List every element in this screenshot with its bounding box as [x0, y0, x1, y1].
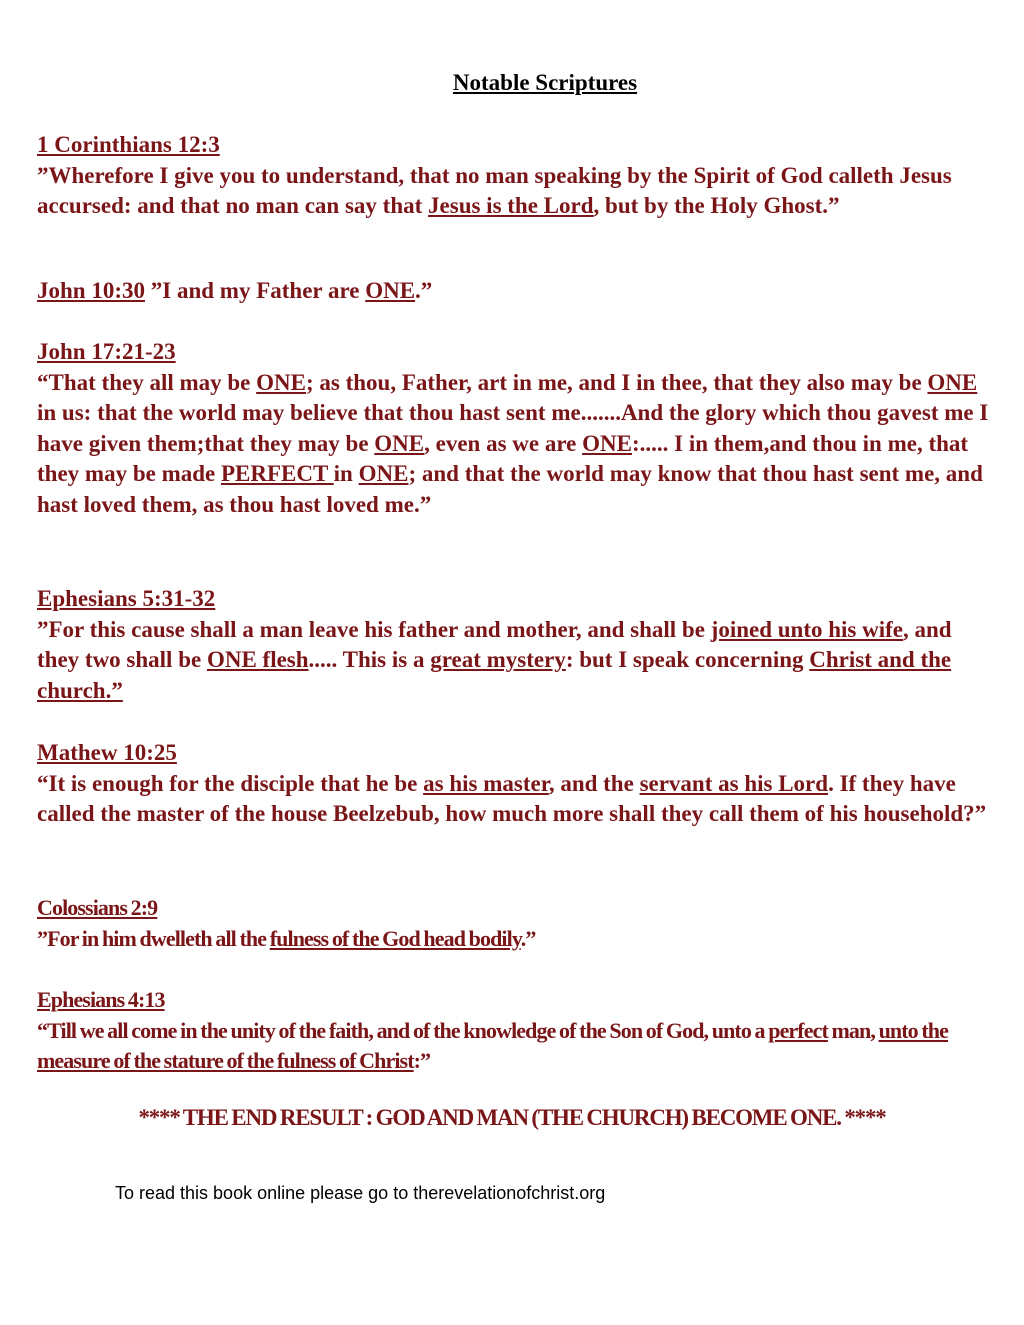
- emphasis: ONE: [927, 369, 978, 395]
- emphasis: as his master: [423, 770, 549, 796]
- emphasis: ONE: [582, 430, 632, 456]
- emphasis: Christ and the church.”: [37, 647, 952, 703]
- scripture-text: “That they all may be ONE; as thou, Father, art in me, and I in thee, that they also may be ONE in us: that the world may believe that thou hast sent me.......And the glory which thou gavest me I have given them;that they may be ONE, even as we are ONE:..... I in them,and thou in me, that they may be made PERFECT in ONE; and that the world may know that thou hast sent me, and hast loved them, as thou hast loved me.”: [37, 369, 989, 517]
- scripture-text: “Till we all come in the unity of the faith, and of the knowledge of the Son of God, unto a perfect man, unto the measure of the stature of the fulness of Christ:”: [37, 1017, 948, 1073]
- emphasis: perfect: [768, 1017, 828, 1043]
- scripture-reference: 1 Corinthians 12:3: [37, 132, 220, 157]
- scripture-text: “It is enough for the disciple that he be as his master, and the servant as his Lord. If they have called the master of the house Beelzebub, how much more shall they call them of his household?”: [37, 770, 987, 826]
- emphasis: servant as his Lord: [639, 770, 829, 796]
- emphasis: joined unto his wife: [710, 616, 904, 642]
- scripture-ephesians-5-31-32: [37, 584, 992, 706]
- scripture-reference: John 17:21-23: [37, 339, 176, 364]
- emphasis: fulness of the God head bodily: [269, 925, 521, 951]
- scripture-reference: Ephesians 4:13: [37, 987, 165, 1012]
- scripture-text: ”For in him dwelleth all the fulness of the God head bodily.”: [37, 925, 536, 951]
- emphasis: ONE: [256, 369, 306, 395]
- scripture-1-corinthians-12-3: [37, 130, 992, 222]
- scripture-reference: Mathew 10:25: [37, 740, 177, 765]
- emphasis: PERFECT: [220, 461, 334, 486]
- footer-note: To read this book online please go to therevelationofchrist.org: [115, 1183, 606, 1203]
- end-result-statement: **** THE END RESULT : GOD AND MAN (THE CHURCH) BECOME ONE. ****: [138, 1105, 886, 1130]
- emphasis: ONE flesh: [206, 647, 309, 672]
- page-title: Notable Scriptures: [452, 70, 638, 95]
- scripture-reference: Ephesians 5:31-32: [37, 586, 216, 611]
- scripture-colossians-2-9: [37, 893, 992, 954]
- emphasis: ONE: [358, 461, 409, 486]
- scripture-text: ”For this cause shall a man leave his father and mother, and shall be joined unto his wife, and they two shall be ONE flesh..... This is a great mystery: but I speak concerning Christ and the church.”: [37, 616, 952, 703]
- emphasis: ONE: [374, 430, 425, 456]
- emphasis: unto the measure of the stature of the fulness of Christ: [37, 1017, 948, 1073]
- emphasis: great mystery: [430, 647, 566, 672]
- emphasis: Jesus is the Lord: [428, 193, 594, 218]
- scripture-reference: John 10:30: [37, 278, 145, 303]
- scripture-john-17-21-23: [37, 337, 992, 520]
- scripture-mathew-10-25: [37, 738, 992, 830]
- scripture-ephesians-4-13: [37, 985, 992, 1077]
- scripture-text: John 10:30 ”I and my Father are ONE.”: [37, 278, 433, 303]
- scripture-reference: Colossians 2:9: [37, 895, 158, 920]
- scripture-john-10-30: [37, 276, 992, 307]
- scripture-text: ”Wherefore I give you to understand, that no man speaking by the Spirit of God calleth Jesus accursed: and that no man can say that Jesus is the Lord, but by the Holy Ghost.”: [37, 162, 952, 218]
- emphasis: ONE: [365, 278, 416, 303]
